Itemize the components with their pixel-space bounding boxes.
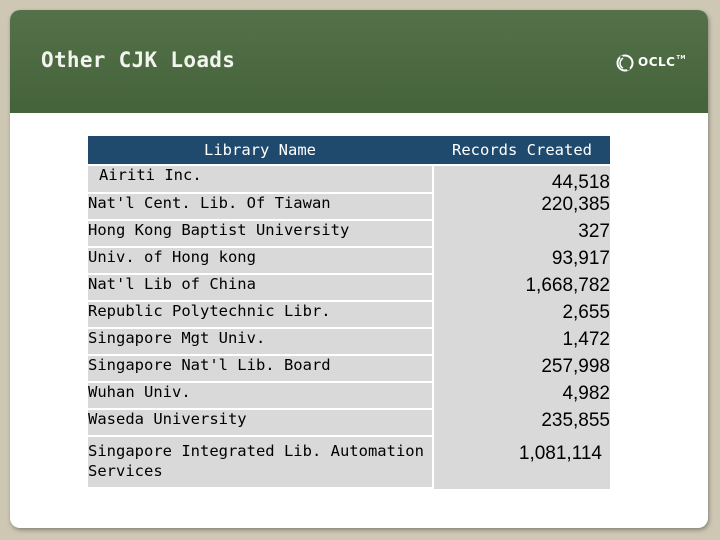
records-created-cell: 44,518 bbox=[434, 166, 610, 194]
oclc-logo bbox=[615, 50, 695, 78]
library-name-cell: Republic Polytechnic Libr. bbox=[88, 302, 432, 329]
table-row bbox=[88, 383, 610, 410]
table-row bbox=[88, 248, 610, 275]
column-header-library-name: Library Name bbox=[88, 136, 432, 166]
library-name-cell: Univ. of Hong kong bbox=[88, 248, 432, 275]
records-created-cell: 220,385 bbox=[434, 194, 610, 221]
library-name-cell: Wuhan Univ. bbox=[88, 383, 432, 410]
records-created-cell: 235,855 bbox=[434, 410, 610, 437]
records-created-cell: 1,081,114 bbox=[434, 437, 610, 489]
column-header-records-created: Records Created bbox=[434, 136, 610, 166]
records-created-cell: 2,655 bbox=[434, 302, 610, 329]
slide-title: Other CJK Loads bbox=[41, 48, 236, 72]
table-row bbox=[88, 437, 610, 489]
slide-header bbox=[10, 10, 708, 113]
records-created-cell: 1,668,782 bbox=[434, 275, 610, 302]
oclc-logo-tm: TM bbox=[676, 55, 686, 61]
library-name-cell: Nat'l Lib of China bbox=[88, 275, 432, 302]
table-row bbox=[88, 329, 610, 356]
records-created-cell: 93,917 bbox=[434, 248, 610, 275]
records-created-cell: 4,982 bbox=[434, 383, 610, 410]
cjk-loads-table bbox=[88, 136, 610, 489]
records-created-cell: 257,998 bbox=[434, 356, 610, 383]
table-row bbox=[88, 194, 610, 221]
table-header-row bbox=[88, 136, 610, 166]
table-row bbox=[88, 275, 610, 302]
table-row bbox=[88, 166, 610, 194]
table-row bbox=[88, 302, 610, 329]
library-name-cell: Singapore Nat'l Lib. Board bbox=[88, 356, 432, 383]
library-name-cell: Hong Kong Baptist University bbox=[88, 221, 432, 248]
records-created-cell: 327 bbox=[434, 221, 610, 248]
records-created-cell: 1,472 bbox=[434, 329, 610, 356]
table-row bbox=[88, 221, 610, 248]
slide bbox=[10, 10, 708, 528]
library-name-cell: Waseda University bbox=[88, 410, 432, 437]
library-name-cell: Airiti Inc. bbox=[88, 166, 432, 194]
table-row bbox=[88, 410, 610, 437]
library-name-cell: Singapore Mgt Univ. bbox=[88, 329, 432, 356]
library-name-cell: Singapore Integrated Lib. Automation Services bbox=[88, 437, 432, 489]
library-name-cell: Nat'l Cent. Lib. Of Tiawan bbox=[88, 194, 432, 221]
oclc-logo-text: OCLC bbox=[638, 55, 676, 69]
table-row bbox=[88, 356, 610, 383]
oclc-logo-icon bbox=[615, 52, 635, 74]
